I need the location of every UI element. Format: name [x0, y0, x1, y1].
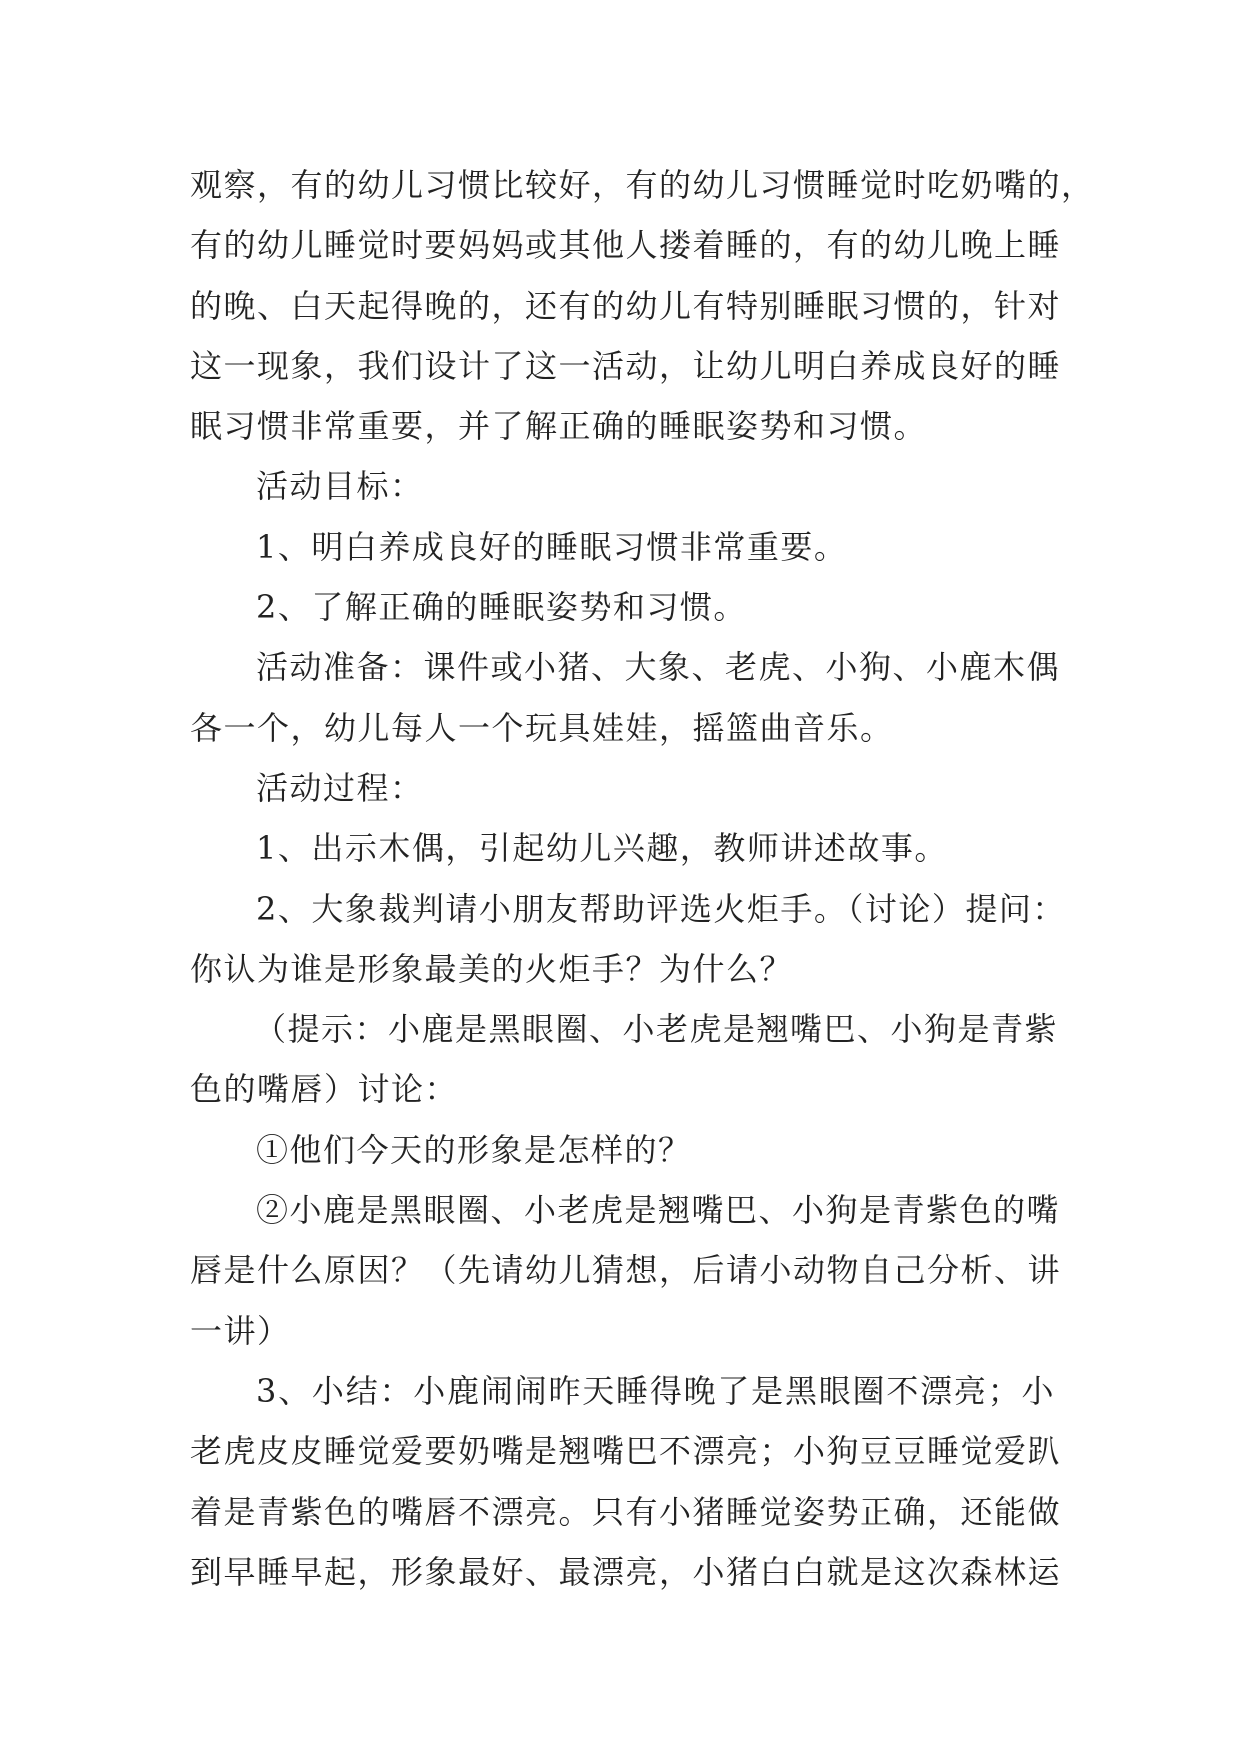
- text-line: 观察，有的幼儿习惯比较好，有的幼儿习惯睡觉时吃奶嘴的，: [190, 166, 1095, 204]
- list-item: 1、出示木偶，引起幼儿兴趣，教师讲述故事。: [256, 829, 948, 868]
- list-item: 2、大象裁判请小朋友帮助评选火炬手。（讨论）提问：: [256, 889, 1066, 928]
- text-line: 老虎皮皮睡觉爱要奶嘴是翘嘴巴不漂亮；小狗豆豆睡觉爱趴: [190, 1432, 1062, 1471]
- text-line: 一讲）: [190, 1311, 291, 1350]
- text-line: 眠习惯非常重要，并了解正确的睡眠姿势和习惯。: [190, 407, 928, 446]
- section-heading: 活动目标：: [256, 467, 424, 506]
- text-line: 唇是什么原因？（先请幼儿猜想，后请小动物自己分析、讲: [190, 1251, 1062, 1290]
- text-line: 的晚、白天起得晚的，还有的幼儿有特别睡眠习惯的，针对: [190, 286, 1062, 325]
- text-line: 到早睡早起，形象最好、最漂亮，小猪白白就是这次森林运: [190, 1552, 1062, 1591]
- text-line: 有的幼儿睡觉时要妈妈或其他人搂着睡的，有的幼儿晚上睡: [190, 226, 1062, 265]
- text-line: 活动准备：课件或小猪、大象、老虎、小狗、小鹿木偶: [256, 648, 1061, 687]
- text-line: 你认为谁是形象最美的火炬手？为什么？: [190, 949, 794, 988]
- text-line: 各一个，幼儿每人一个玩具娃娃，摇篮曲音乐。: [190, 708, 894, 747]
- document-page: [190, 155, 1095, 1602]
- text-line: 着是青紫色的嘴唇不漂亮。只有小猪睡觉姿势正确，还能做: [190, 1492, 1062, 1531]
- list-item: 1、明白养成良好的睡眠习惯非常重要。: [256, 527, 848, 566]
- list-item: ①他们今天的形象是怎样的？: [256, 1130, 692, 1169]
- list-item: 2、了解正确的睡眠姿势和习惯。: [256, 588, 747, 627]
- text-line: 色的嘴唇）讨论：: [190, 1070, 459, 1109]
- text-line: （提示：小鹿是黑眼圈、小老虎是翘嘴巴、小狗是青紫: [254, 1010, 1059, 1049]
- text-line: 这一现象，我们设计了这一活动，让幼儿明白养成良好的睡: [190, 346, 1062, 385]
- list-item: ②小鹿是黑眼圈、小老虎是翘嘴巴、小狗是青紫色的嘴: [256, 1191, 1061, 1230]
- list-item: 3、小结：小鹿闹闹昨天睡得晚了是黑眼圈不漂亮；小: [256, 1371, 1055, 1410]
- section-heading: 活动过程：: [256, 768, 424, 807]
